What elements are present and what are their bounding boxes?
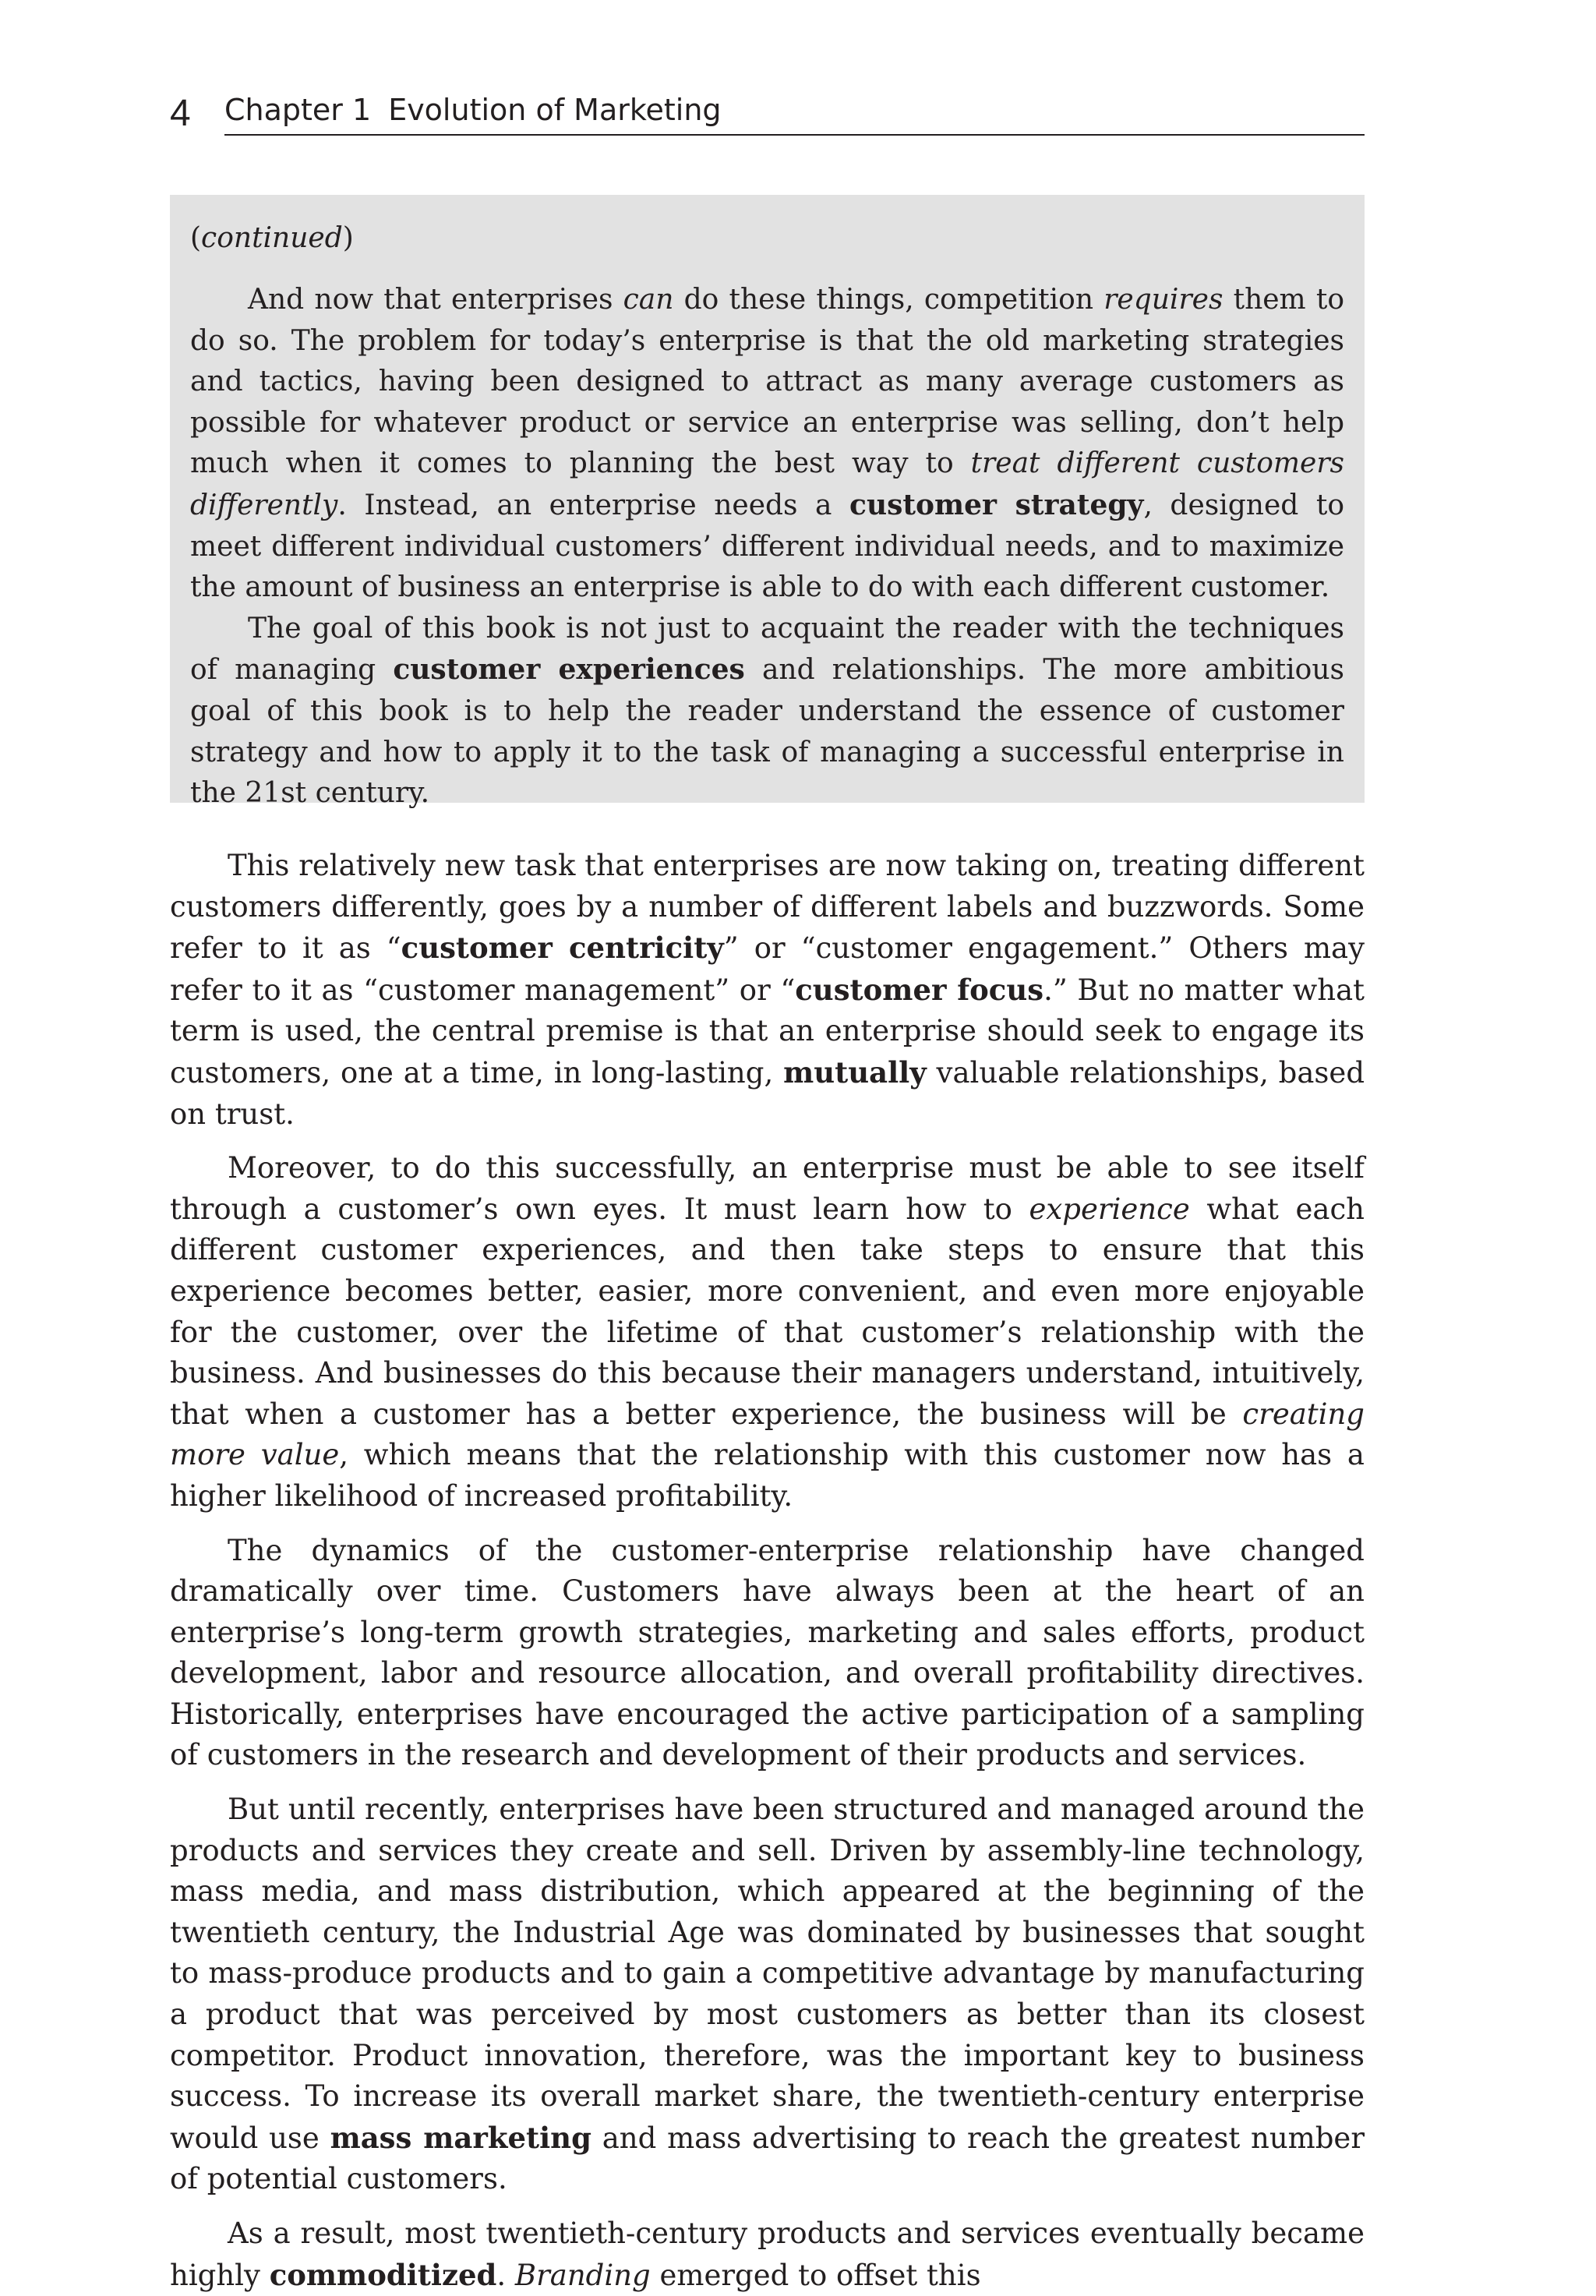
- text-run: what each different customer experiences, and then take steps to ensure that this experience becomes better, easier, more convenient, and even more enjoyable for the customer, over the lifetime of that customer’s relationship with the business. And businesses do this because their managers understand, intuitively, that when a customer has a better experience, the business will be: [170, 1192, 1365, 1431]
- text-run: Moreover, to do this successfully, an enterprise must be able to see itself through a customer’s own eyes. It must learn how to: [170, 1151, 1365, 1226]
- text-run: But until recently, enterprises have been structured and managed around the products and services they create and sell. Driven by assembly-line technology, mass media, and mass distribution, which appeared at the beginning of the twentieth century, the Industrial Age was dominated by businesses that sought to mass-produce products and to gain a competitive advantage by manufacturing a product that was perceived by most customers as better than its closest competitor. Product innovation, therefore, was the important key to business success. To increase its overall market share, the twentieth-century enterprise would use: [170, 1793, 1365, 2155]
- box-paragraph: [190, 280, 1344, 609]
- text-run: The goal of this book is not just to acquaint the reader with the techniques of managing: [190, 612, 1344, 687]
- text-run: and mass advertising to reach the greatest number of potential customers.: [170, 2121, 1365, 2196]
- bold-term: customer focus: [795, 972, 1044, 1007]
- text-run: . Instead, an enterprise needs a: [337, 489, 850, 521]
- italic-emphasis: requires: [1103, 284, 1223, 316]
- bold-term: commoditized: [269, 2257, 497, 2292]
- text-run: The dynamics of the customer-enterprise relationship have changed dramatically over time. Customers have always been at the heart of an enterprise’s long-term growth strategies, marketing and sales efforts, product development, labor and resource allocation, and overall profitability directives. Historically, enterprises have encouraged the active participation of a sampling of customers in the research and development of their products and services.: [170, 1533, 1365, 1772]
- text-run: And now that enterprises: [248, 284, 623, 316]
- body-paragraph: [170, 1789, 1365, 2200]
- body-paragraph: [170, 2213, 1365, 2296]
- continued-text: (continued): [190, 222, 354, 254]
- text-run: , which means that the relationship with this customer now has a higher likelihood of increased profitability.: [170, 1438, 1365, 1513]
- chapter-title: Evolution of Marketing: [388, 93, 722, 127]
- continued-word: continued: [201, 222, 343, 254]
- body-paragraph: [170, 1148, 1365, 1517]
- page-header: [170, 84, 1365, 136]
- continued-label: [190, 218, 1344, 259]
- body-paragraph: [170, 1531, 1365, 1777]
- italic-emphasis: Branding: [514, 2258, 651, 2292]
- text-run: ” or “customer engagement.” Others may refer to it as “customer management” or “: [170, 931, 1365, 1007]
- italic-emphasis: can: [623, 284, 674, 316]
- chapter-number: Chapter 1: [224, 93, 372, 127]
- text-run: .” But no matter what term is used, the central premise is that an enterprise should seek to engage its customers, one at a time, in long-lasting,: [170, 973, 1365, 1090]
- bold-term: customer experiences: [393, 653, 745, 687]
- body-paragraph: [170, 846, 1365, 1135]
- text-run: them to do so. The problem for today’s enterprise is that the old marketing strategies and tactics, having been designed to attract as many average customers as possible for whatever product or service an enterprise was selling, don’t help much when it comes to planning the best way to: [190, 284, 1344, 480]
- box-paragraph: [190, 609, 1344, 814]
- italic-emphasis: treat different customers differently: [190, 447, 1345, 521]
- text-run: valuable relationships, based on trust.: [170, 1055, 1365, 1131]
- page-number: 4: [170, 93, 191, 134]
- body-text: [170, 846, 1365, 2296]
- running-head: [224, 95, 1365, 136]
- bold-term: customer centricity: [401, 931, 724, 966]
- text-run: As a result, most twentieth-century products and services eventually became highly: [170, 2217, 1365, 2292]
- continued-sidebar-box: [170, 195, 1365, 810]
- italic-emphasis: creating more value: [170, 1397, 1365, 1472]
- bold-term: mutually: [783, 1054, 927, 1090]
- text-run: and relationships. The more ambitious goal of this book is to help the reader understand the essence of customer strategy and how to apply it to the task of managing a successful enterprise in the 21st century.: [190, 654, 1344, 810]
- text-run: do these things, competition: [673, 284, 1104, 316]
- text-run: .: [496, 2258, 515, 2292]
- italic-emphasis: experience: [1029, 1192, 1190, 1226]
- text-run: This relatively new task that enterprises are now taking on, treating different customers differently, goes by a number of different labels and buzzwords. Some refer to it as “: [170, 849, 1365, 966]
- bold-term: customer strategy: [849, 488, 1144, 521]
- text-run: emerged to offset this: [650, 2258, 981, 2292]
- box-paragraphs: [190, 280, 1344, 814]
- text-run: , designed to meet different individual customers’ different individual needs, and to maximize the amount of business an enterprise is able to do with each different customer.: [190, 489, 1345, 604]
- bold-term: mass marketing: [330, 2120, 591, 2155]
